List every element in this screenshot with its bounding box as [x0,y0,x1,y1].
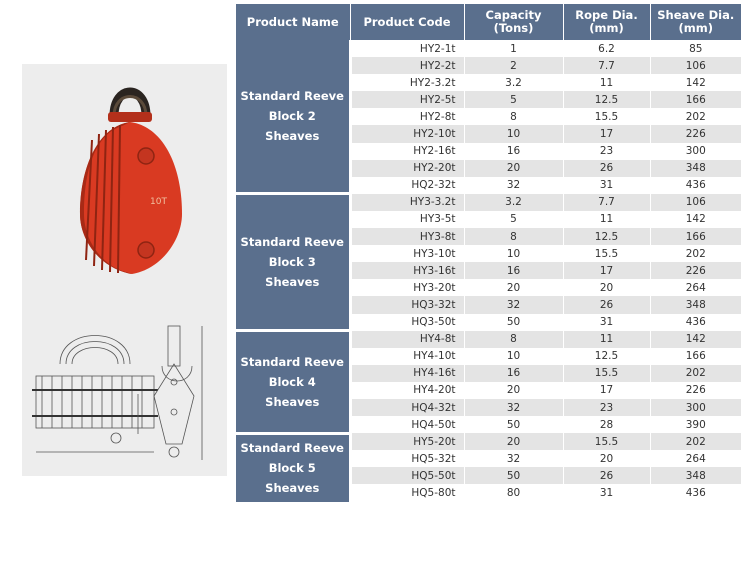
capacity-cell: 10 [464,125,563,142]
capacity-cell: 16 [464,143,563,160]
sheave-diameter-cell: 142 [650,211,741,228]
product-code-cell: HY3-8t [350,228,464,245]
sheave-diameter-cell: 106 [650,194,741,211]
rope-diameter-cell: 12.5 [563,91,650,108]
rope-diameter-cell: 12.5 [563,348,650,365]
capacity-cell: 10 [464,348,563,365]
capacity-cell: 20 [464,160,563,177]
rope-diameter-cell: 15.5 [563,245,650,262]
sheave-diameter-cell: 106 [650,57,741,74]
rope-diameter-cell: 17 [563,125,650,142]
header-product-code: Product Code [350,4,464,40]
capacity-cell: 8 [464,108,563,125]
sheave-diameter-cell: 142 [650,74,741,91]
capacity-cell: 10 [464,245,563,262]
group-label-4-sheaves: Standard Reeve Block 4 Sheaves [236,331,350,434]
sheave-diameter-cell: 348 [650,467,741,484]
rope-diameter-cell: 28 [563,416,650,433]
product-code-cell: HY5-20t [350,433,464,450]
product-code-cell: HQ2-32t [350,177,464,194]
product-code-cell: HY3-20t [350,279,464,296]
product-code-cell: HQ4-50t [350,416,464,433]
capacity-cell: 32 [464,177,563,194]
header-capacity: Capacity (Tons) [464,4,563,40]
capacity-cell: 80 [464,484,563,501]
product-code-cell: HQ5-80t [350,484,464,501]
rope-diameter-cell: 7.7 [563,194,650,211]
capacity-cell: 50 [464,314,563,331]
specification-table [236,4,741,502]
sheave-diameter-cell: 142 [650,331,741,348]
header-rope-diameter: Rope Dia. (mm) [563,4,650,40]
product-code-cell: HY2-1t [350,40,464,57]
sheave-diameter-cell: 226 [650,262,741,279]
shackle-icon [108,92,152,122]
rope-diameter-cell: 31 [563,484,650,501]
sheave-diameter-cell: 436 [650,484,741,501]
group-label-2-sheaves: Standard Reeve Block 2 Sheaves [236,40,350,194]
sheave-diameter-cell: 264 [650,450,741,467]
rope-diameter-cell: 20 [563,279,650,296]
sheave-diameter-cell: 264 [650,279,741,296]
sheave-diameter-cell: 202 [650,108,741,125]
product-code-cell: HY2-10t [350,125,464,142]
product-code-cell: HY3-3.2t [350,194,464,211]
table-row [236,40,741,57]
product-code-cell: HY4-20t [350,382,464,399]
rope-diameter-cell: 11 [563,74,650,91]
capacity-cell: 50 [464,416,563,433]
product-code-cell: HQ3-32t [350,296,464,313]
product-code-cell: HY4-16t [350,365,464,382]
header-sheave-diameter: Sheave Dia. (mm) [650,4,741,40]
group-label-3-sheaves: Standard Reeve Block 3 Sheaves [236,194,350,331]
table-row [236,331,741,348]
product-code-cell: HY2-5t [350,91,464,108]
rope-diameter-cell: 31 [563,177,650,194]
sheave-diameter-cell: 300 [650,143,741,160]
rope-diameter-cell: 11 [563,211,650,228]
capacity-cell: 5 [464,91,563,108]
product-code-cell: HY4-10t [350,348,464,365]
product-code-cell: HQ3-50t [350,314,464,331]
sheave-diameter-cell: 436 [650,314,741,331]
product-code-cell: HY2-3.2t [350,74,464,91]
capacity-cell: 3.2 [464,194,563,211]
product-image-panel [22,64,227,476]
rope-diameter-cell: 26 [563,467,650,484]
capacity-cell: 2 [464,57,563,74]
pulley-block-body [80,122,182,274]
sheave-diameter-cell: 226 [650,382,741,399]
sheave-diameter-cell: 85 [650,40,741,57]
product-code-cell: HY4-8t [350,331,464,348]
product-code-cell: HY3-5t [350,211,464,228]
table-row [236,194,741,211]
svg-text:10T: 10T [150,197,167,207]
sheave-diameter-cell: 300 [650,399,741,416]
capacity-cell: 16 [464,365,563,382]
sheave-diameter-cell: 202 [650,365,741,382]
capacity-cell: 5 [464,211,563,228]
capacity-cell: 20 [464,433,563,450]
product-code-cell: HQ4-32t [350,399,464,416]
front-view-drawing [32,336,158,453]
table-row [236,433,741,450]
rope-diameter-cell: 26 [563,160,650,177]
capacity-cell: 3.2 [464,74,563,91]
product-code-cell: HY3-10t [350,245,464,262]
sheave-diameter-cell: 390 [650,416,741,433]
rope-diameter-cell: 31 [563,314,650,331]
rope-diameter-cell: 15.5 [563,365,650,382]
pulley-block-illustration [22,64,227,476]
side-view-drawing [138,326,202,460]
sheave-diameter-cell: 348 [650,296,741,313]
product-code-cell: HQ5-50t [350,467,464,484]
rope-diameter-cell: 6.2 [563,40,650,57]
sheave-diameter-cell: 202 [650,433,741,450]
capacity-cell: 20 [464,382,563,399]
sheave-diameter-cell: 166 [650,348,741,365]
sheave-diameter-cell: 202 [650,245,741,262]
rope-diameter-cell: 7.7 [563,57,650,74]
product-code-cell: HY2-2t [350,57,464,74]
rope-diameter-cell: 26 [563,296,650,313]
rope-diameter-cell: 15.5 [563,108,650,125]
capacity-cell: 16 [464,262,563,279]
capacity-cell: 8 [464,331,563,348]
table-body [236,40,741,502]
rope-diameter-cell: 15.5 [563,433,650,450]
sheave-diameter-cell: 166 [650,91,741,108]
sheave-diameter-cell: 348 [650,160,741,177]
capacity-cell: 1 [464,40,563,57]
sheave-diameter-cell: 226 [650,125,741,142]
capacity-cell: 32 [464,450,563,467]
rope-diameter-cell: 17 [563,262,650,279]
capacity-cell: 50 [464,467,563,484]
capacity-cell: 32 [464,399,563,416]
rope-diameter-cell: 20 [563,450,650,467]
capacity-cell: 8 [464,228,563,245]
rope-diameter-cell: 11 [563,331,650,348]
product-code-cell: HY2-16t [350,143,464,160]
product-code-cell: HY2-20t [350,160,464,177]
product-code-cell: HY3-16t [350,262,464,279]
capacity-cell: 32 [464,296,563,313]
sheave-diameter-cell: 166 [650,228,741,245]
header-product-name: Product Name [236,4,350,40]
capacity-cell: 20 [464,279,563,296]
rope-diameter-cell: 23 [563,399,650,416]
rope-diameter-cell: 12.5 [563,228,650,245]
table-header-row [236,4,741,40]
group-label-5-sheaves: Standard Reeve Block 5 Sheaves [236,433,350,501]
product-code-cell: HY2-8t [350,108,464,125]
rope-diameter-cell: 23 [563,143,650,160]
sheave-diameter-cell: 436 [650,177,741,194]
product-code-cell: HQ5-32t [350,450,464,467]
rope-diameter-cell: 17 [563,382,650,399]
